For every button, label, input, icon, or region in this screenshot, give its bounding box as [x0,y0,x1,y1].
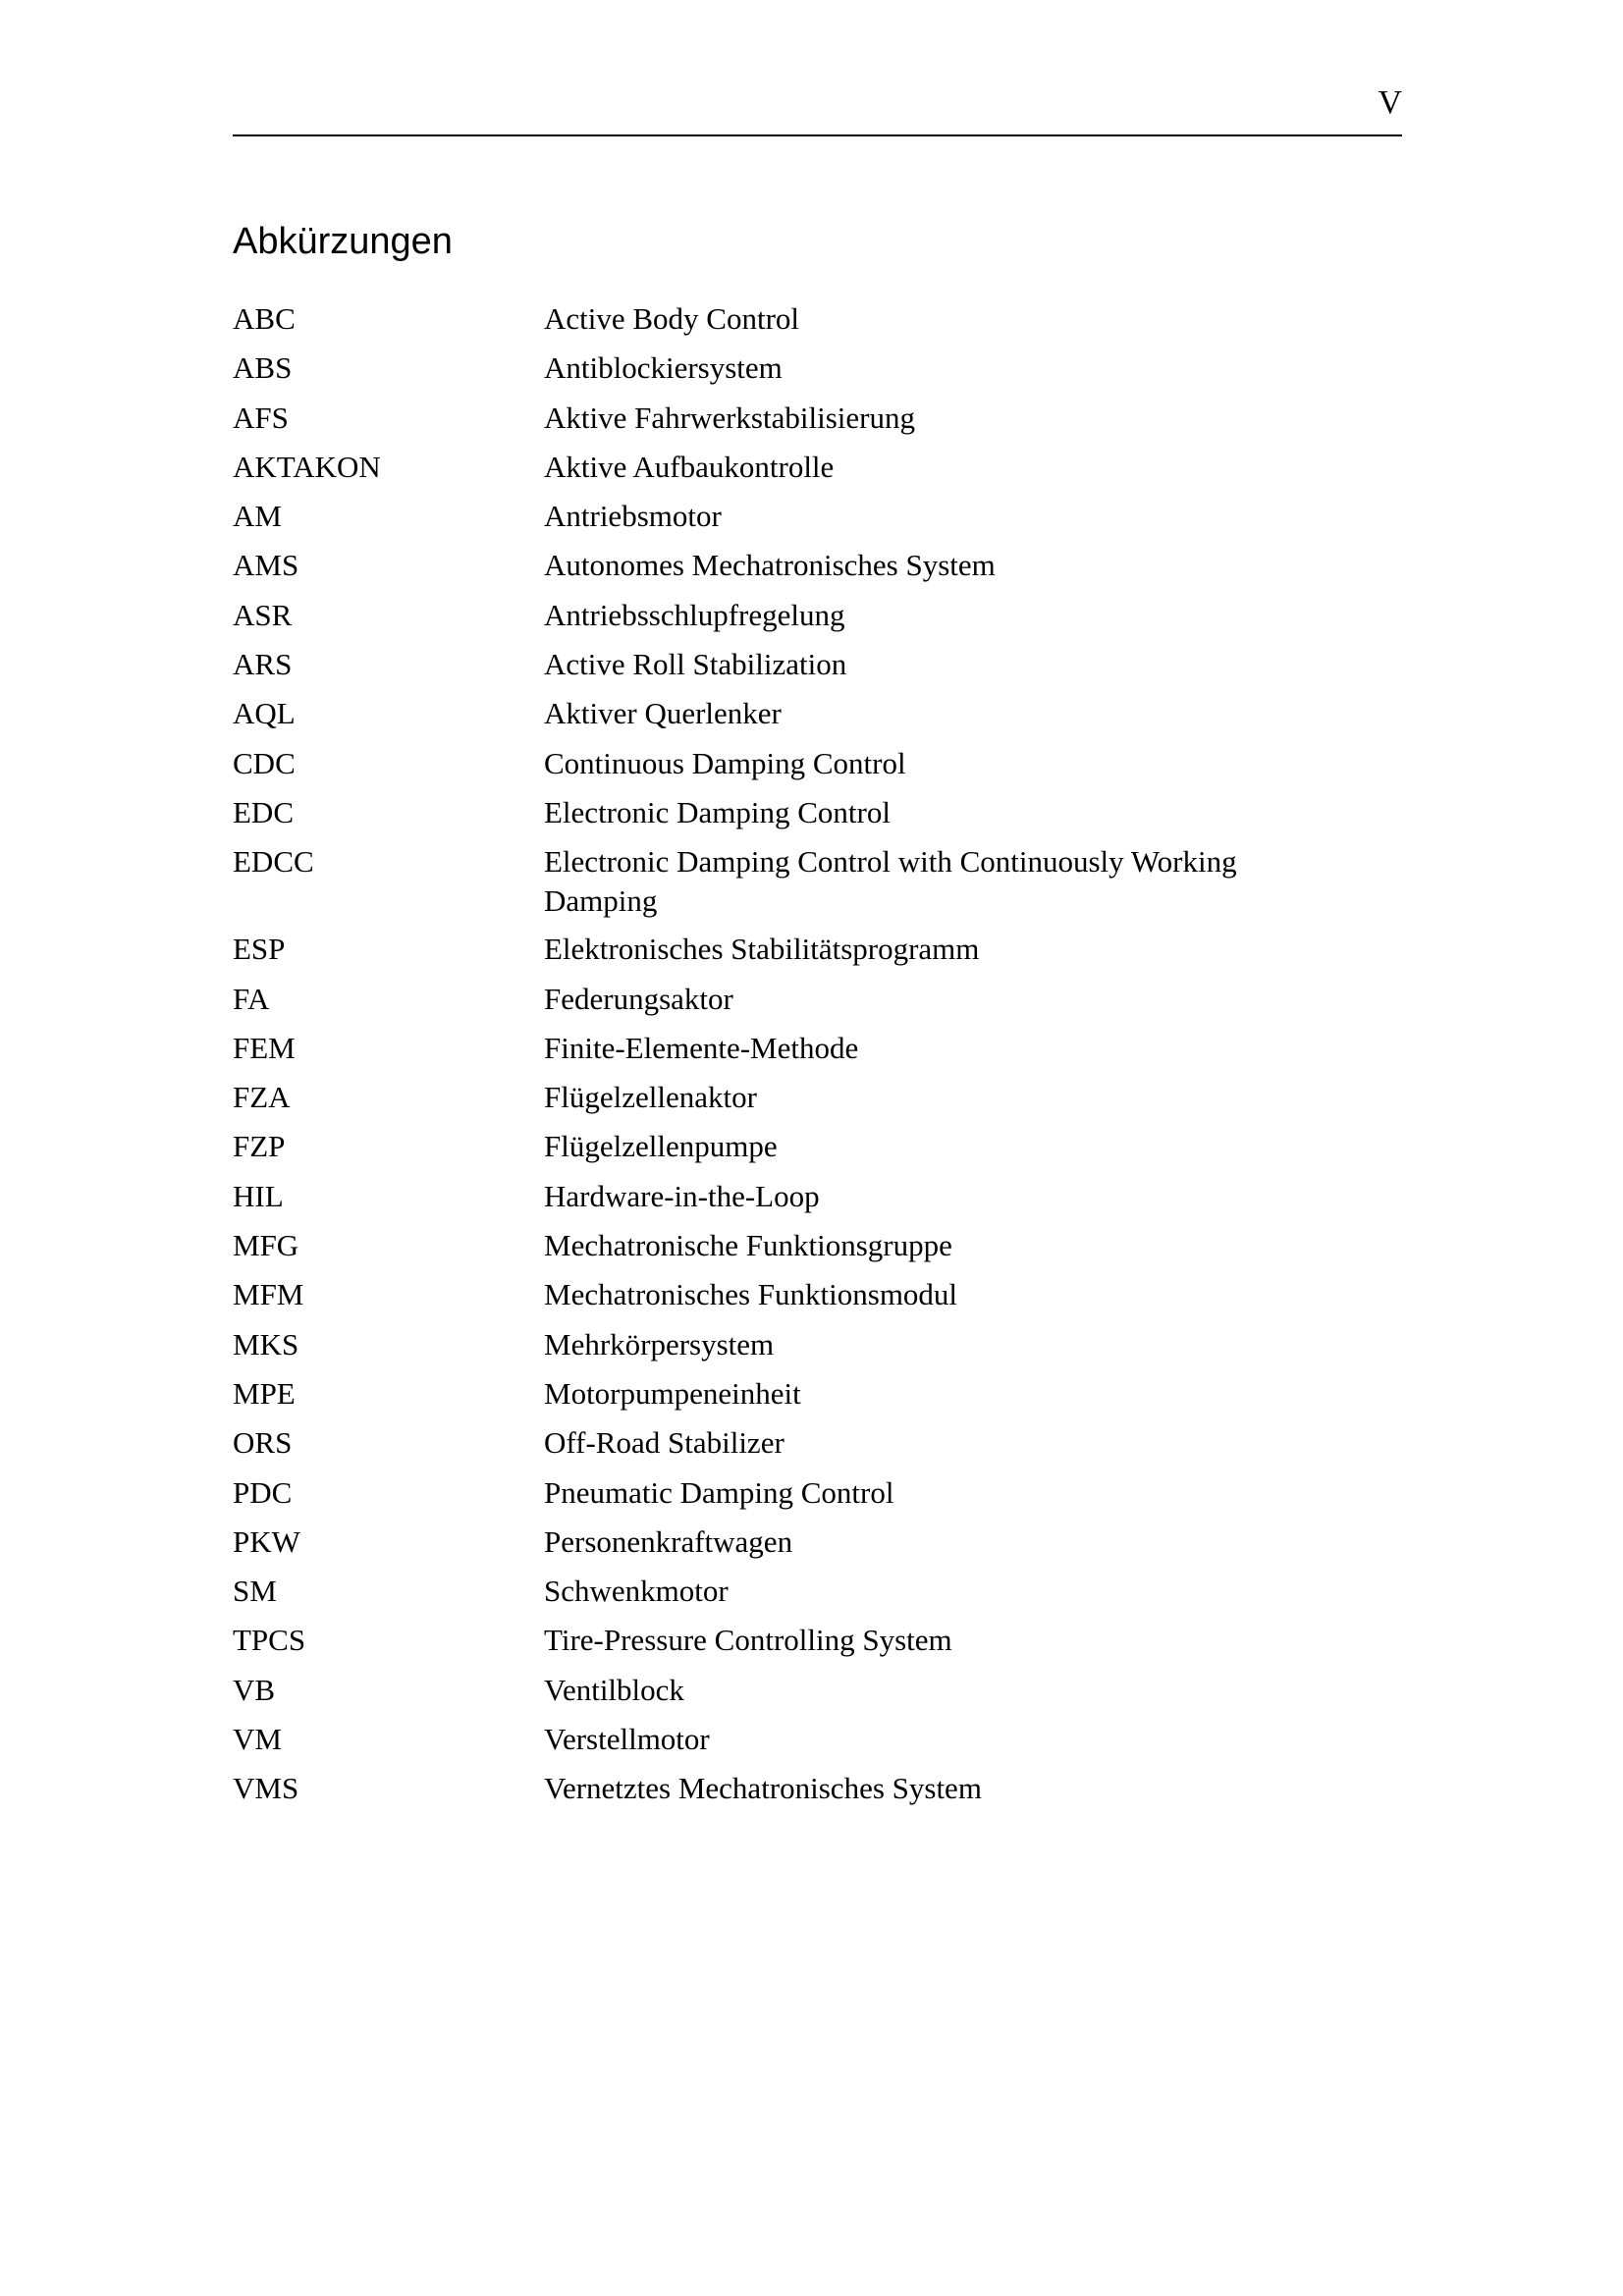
abbreviation: AKTAKON [233,449,381,484]
abbreviation-meaning: Antriebsmotor [544,499,722,534]
abbreviation: HIL [233,1178,284,1213]
table-row [233,546,1313,595]
abbreviation: PKW [233,1523,300,1559]
abbreviation: VM [233,1722,282,1757]
table-row [233,980,1313,1029]
table-row [233,793,1313,842]
abbreviation-meaning: Elektronisches Stabilitätsprogramm [544,932,980,967]
abbreviation-meaning: Antriebsschlupfregelung [544,597,845,632]
abbreviation-meaning: Active Roll Stabilization [544,647,847,682]
table-row [233,1621,1313,1670]
abbreviation-meaning: Active Body Control [544,301,800,336]
table-row [233,1226,1313,1275]
abbreviation: MPE [233,1375,296,1411]
abbreviation-meaning: Autonomes Mechatronisches System [544,548,996,583]
abbreviation: MFM [233,1277,304,1312]
table-row [233,1572,1313,1621]
abbreviation-meaning: Mechatronisches Funktionsmodul [544,1277,958,1312]
abbreviation: ARS [233,647,293,682]
abbreviation: MKS [233,1326,299,1362]
page-number: V [1378,84,1402,121]
table-row [233,1473,1313,1522]
abbreviation: AM [233,499,282,534]
abbreviation-meaning: Antiblockiersystem [544,350,783,386]
table-row [233,1127,1313,1176]
abbreviation: FEM [233,1030,296,1065]
table-row [233,1078,1313,1127]
abbreviation: VMS [233,1771,299,1806]
table-row [233,1325,1313,1374]
table-row [233,1720,1313,1769]
abbreviation-meaning: Hardware-in-the-Loop [544,1178,820,1213]
abbreviation-meaning: Aktive Fahrwerkstabilisierung [544,400,915,435]
table-row [233,1769,1313,1818]
abbreviation: AMS [233,548,299,583]
table-row [233,399,1313,448]
abbreviation: TPCS [233,1623,306,1658]
table-row [233,645,1313,694]
abbreviation-meaning: Electronic Damping Control [544,794,891,829]
abbreviation: VB [233,1672,276,1707]
abbreviation-meaning: Off-Road Stabilizer [544,1425,784,1461]
abbreviation-meaning: Verstellmotor [544,1722,710,1757]
table-row [233,744,1313,793]
table-row [233,348,1313,398]
abbreviation: EDC [233,794,294,829]
table-row [233,1522,1313,1572]
abbreviation-meaning: Continuous Damping Control [544,745,906,780]
abbreviation-meaning: Mechatronische Funktionsgruppe [544,1228,952,1263]
abbreviation: AQL [233,696,296,731]
abbreviation: ABC [233,301,296,336]
abbreviation: ORS [233,1425,293,1461]
abbreviation: CDC [233,745,296,780]
abbreviation-meaning: Personenkraftwagen [544,1523,793,1559]
table-row [233,448,1313,497]
table-row [233,1275,1313,1324]
abbreviation-meaning: Federungsaktor [544,981,733,1016]
table-row [233,497,1313,546]
abbreviation-meaning: Pneumatic Damping Control [544,1474,894,1510]
abbreviation-meaning: Tire-Pressure Controlling System [544,1623,952,1658]
abbreviation: MFG [233,1228,299,1263]
abbreviation-meaning: Ventilblock [544,1672,684,1707]
abbreviation: SM [233,1574,277,1609]
table-row [233,596,1313,645]
abbreviation: FZA [233,1080,291,1115]
table-row [233,1423,1313,1472]
abbreviation-table [233,299,1313,1819]
table-row [233,1671,1313,1720]
table-row [233,1029,1313,1078]
abbreviation-meaning: Electronic Damping Control with Continuously Working Damping [544,844,1237,919]
table-row [233,842,1313,930]
abbreviation: AFS [233,400,289,435]
table-row [233,1177,1313,1226]
table-row [233,930,1313,979]
abbreviation-meaning: Mehrkörpersystem [544,1326,775,1362]
table-row [233,694,1313,743]
abbreviation: PDC [233,1474,293,1510]
abbreviation-meaning: Aktiver Querlenker [544,696,782,731]
abbreviation-meaning: Vernetztes Mechatronisches System [544,1771,982,1806]
abbreviation-meaning: Flügelzellenaktor [544,1080,757,1115]
abbreviation: ASR [233,597,293,632]
table-row [233,299,1313,348]
abbreviation: FZP [233,1129,286,1164]
abbreviation: ESP [233,932,286,967]
header-rule [233,134,1402,136]
abbreviation-meaning: Finite-Elemente-Methode [544,1030,859,1065]
abbreviation: ABS [233,350,293,386]
page-title: Abkürzungen [233,221,453,262]
table-row [233,1374,1313,1423]
abbreviation-meaning: Motorpumpeneinheit [544,1375,801,1411]
abbreviation-meaning: Aktive Aufbaukontrolle [544,449,835,484]
abbreviation-meaning: Flügelzellenpumpe [544,1129,778,1164]
abbreviation-meaning: Schwenkmotor [544,1574,729,1609]
abbreviation: FA [233,981,270,1016]
abbreviation: EDCC [233,844,314,880]
